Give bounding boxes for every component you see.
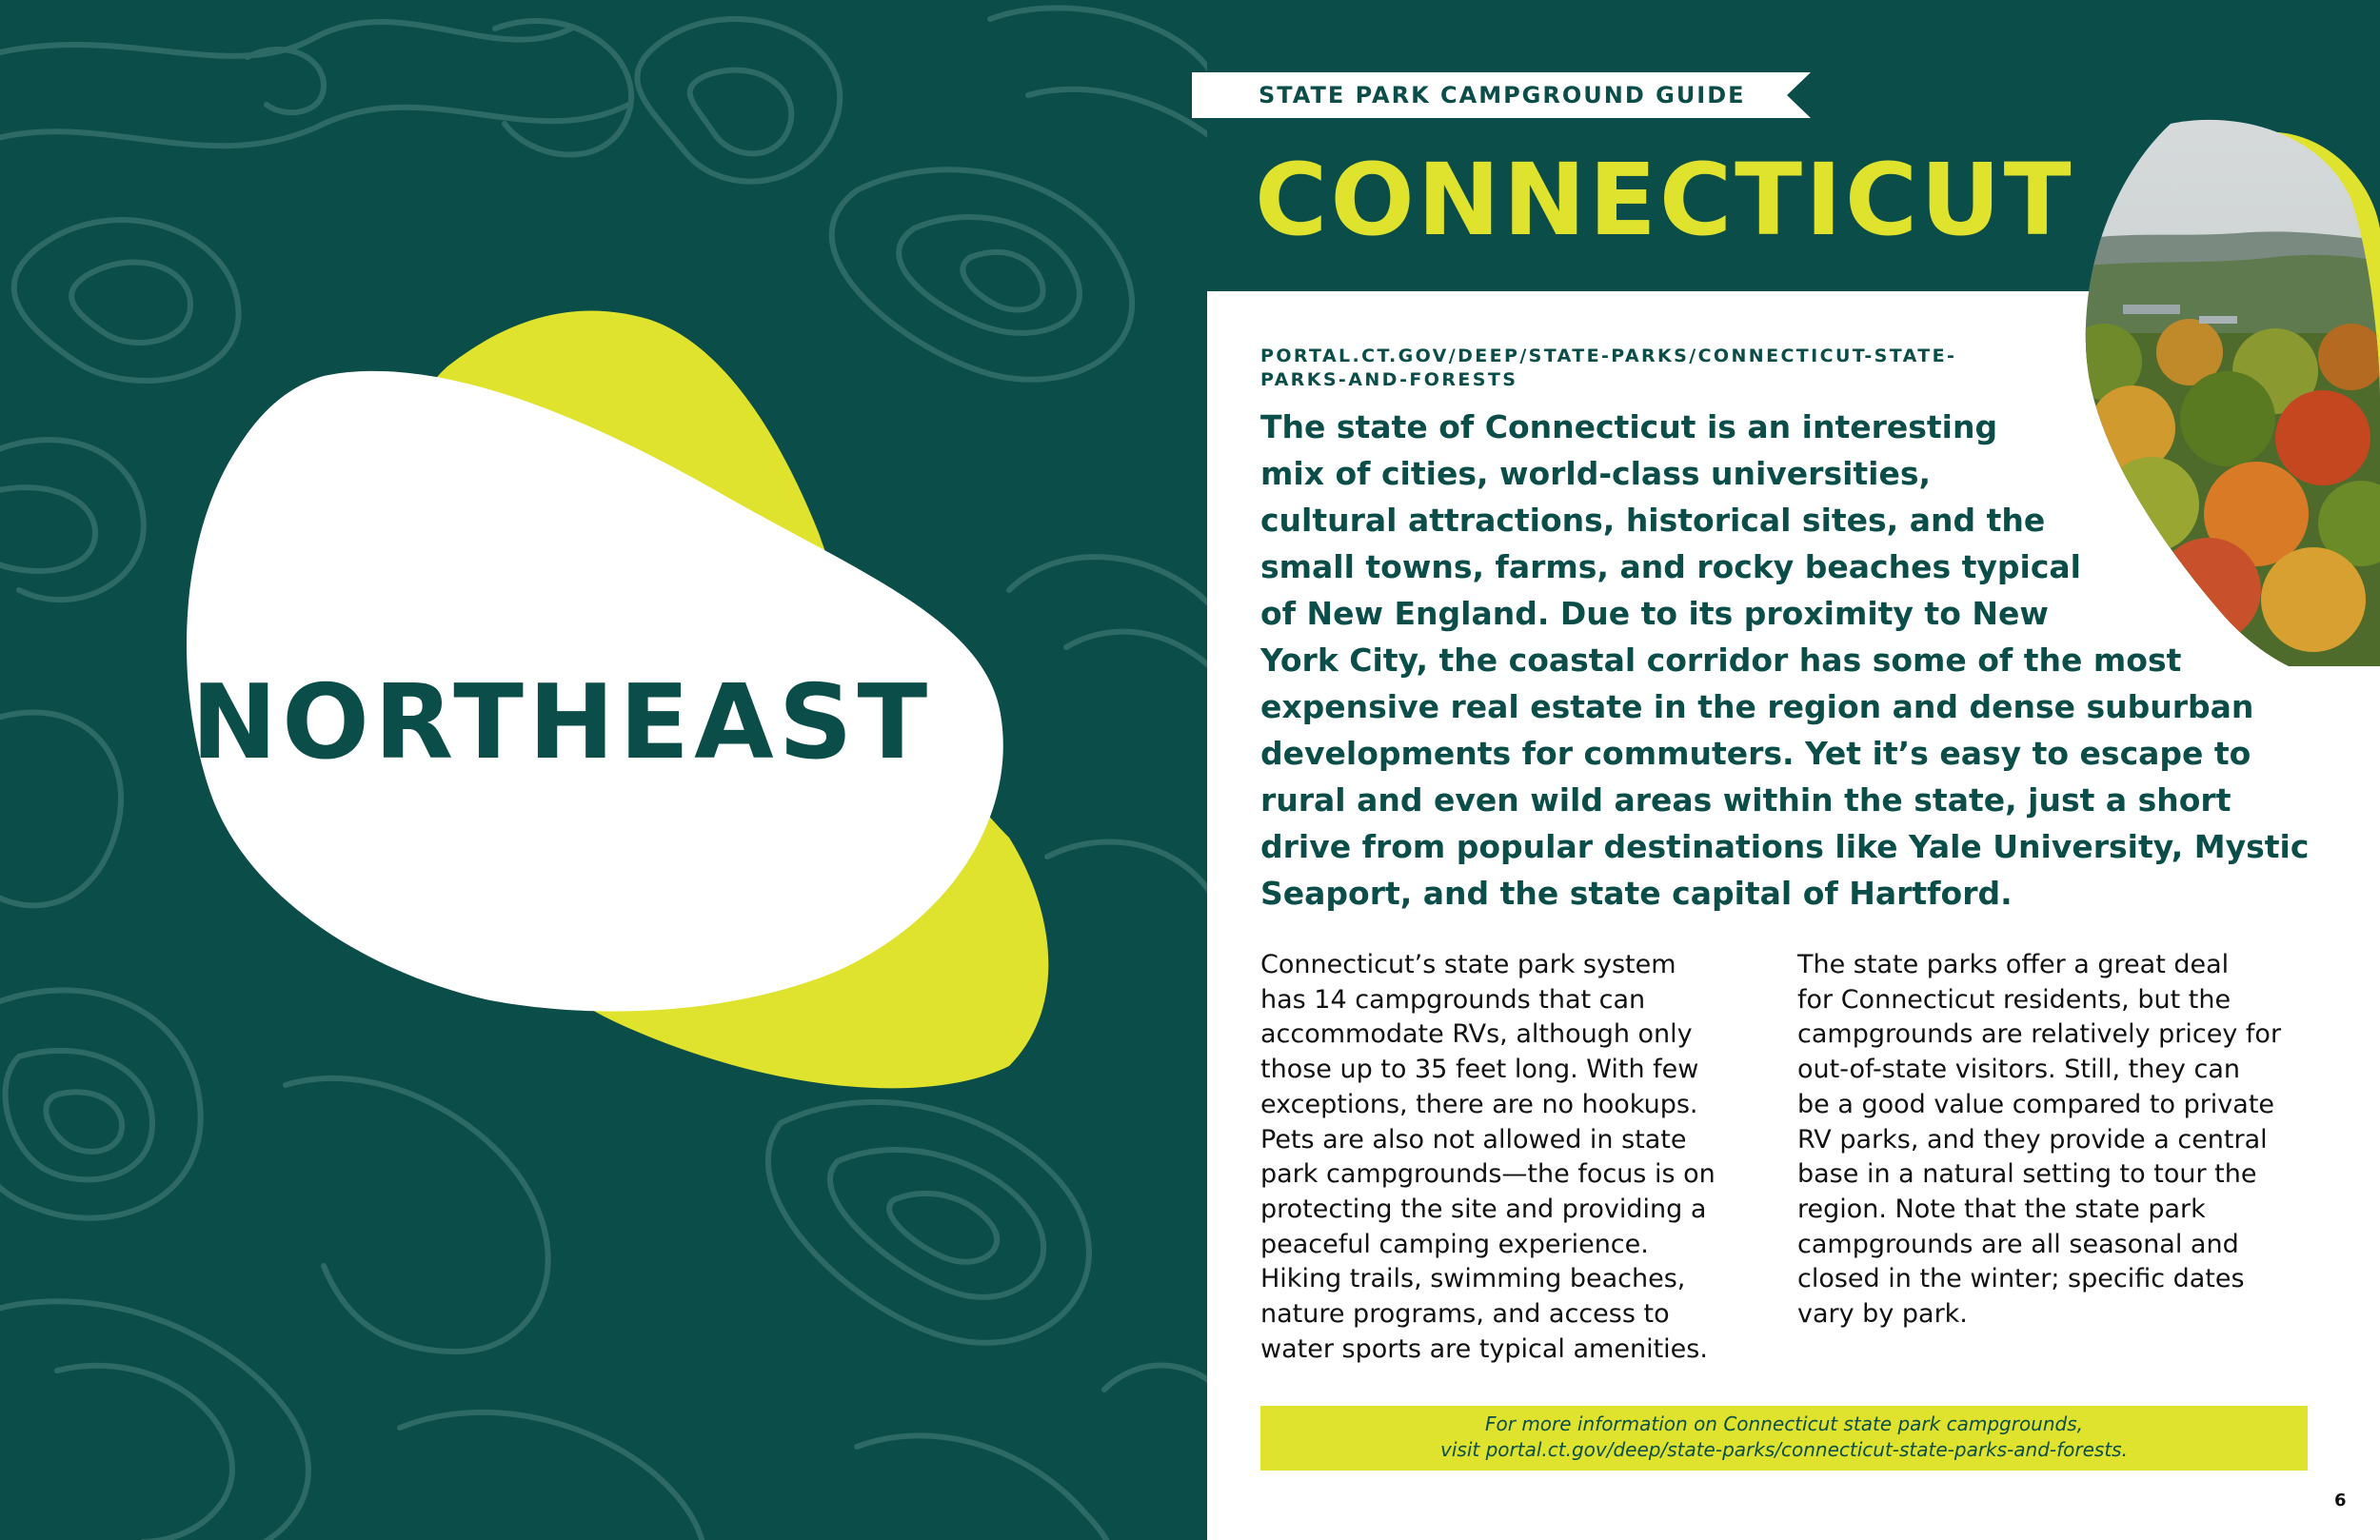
body-line: campgrounds are all seasonal and — [1797, 1229, 2239, 1259]
info-line-2[interactable]: visit portal.ct.gov/deep/state-parks/connecticut-state-parks-and-forests. — [1440, 1438, 2128, 1461]
lead-line: cultural attractions, historical sites, and the — [1260, 502, 2046, 539]
lead-line: York City, the coastal corridor has some of the most — [1260, 642, 2182, 679]
body-line: exceptions, there are no hookups. — [1260, 1089, 1698, 1119]
body-column-2 — [1797, 948, 2330, 1333]
lead-line: rural and even wild areas within the state, just a short — [1260, 781, 2231, 819]
guide-label: STATE PARK CAMPGROUND GUIDE — [1259, 82, 1746, 109]
body-line: for Connecticut residents, but the — [1797, 984, 2231, 1015]
body-line: campgrounds are relatively pricey for — [1797, 1019, 2282, 1050]
lead-line: small towns, farms, and rocky beaches typical — [1260, 548, 2081, 585]
body-line: Connecticut’s state park system — [1260, 950, 1676, 979]
lead-line: of New England. Due to its proximity to New — [1260, 595, 2049, 632]
lead-line: expensive real estate in the region and dense suburban — [1260, 688, 2254, 725]
body-line: accommodate RVs, although only — [1260, 1019, 1693, 1050]
body-line: water sports are typical amenities. — [1260, 1333, 1708, 1364]
body-line: The state parks offer a great deal — [1797, 950, 2230, 979]
body-line: has 14 campgrounds that can — [1260, 984, 1646, 1015]
more-info-callout — [1260, 1406, 2308, 1471]
lead-line: mix of cities, world-class universities, — [1260, 455, 1932, 492]
body-line: region. Note that the state park — [1797, 1194, 2206, 1224]
body-line: vary by park. — [1797, 1299, 1968, 1330]
lead-line: Seaport, and the state capital of Hartford. — [1260, 875, 2013, 912]
state-title: CONNECTICUT — [1255, 142, 2074, 258]
body-line: those up to 35 feet long. With few — [1260, 1055, 1699, 1085]
lead-paragraph — [1260, 404, 2327, 917]
state-parks-url[interactable] — [1260, 345, 2051, 392]
lead-line: drive from popular destinations like Yale University, Mystic — [1260, 828, 2310, 865]
body-line: closed in the winter; specific dates — [1797, 1264, 2245, 1294]
body-line: RV parks, and they provide a central — [1797, 1124, 2268, 1155]
body-line: protecting the site and providing a — [1260, 1194, 1707, 1224]
body-line: park campgrounds—the focus is on — [1260, 1159, 1716, 1190]
body-line: peaceful camping experience. — [1260, 1229, 1649, 1259]
body-line: Pets are also not allowed in state — [1260, 1124, 1687, 1155]
body-line: nature programs, and access to — [1260, 1299, 1670, 1330]
info-line-1: For more information on Connecticut state park campgrounds, — [1485, 1412, 2083, 1435]
url-line-1: PORTAL.CT.GOV/DEEP/STATE-PARKS/CONNECTICUT-STATE- — [1260, 346, 1957, 366]
body-line: be a good value compared to private — [1797, 1089, 2275, 1119]
region-title: NORTHEAST — [190, 663, 933, 782]
body-column-1 — [1260, 948, 1794, 1367]
url-line-2: PARKS-AND-FORESTS — [1260, 369, 1518, 390]
lead-line: developments for commuters. Yet it’s easy to escape to — [1260, 735, 2251, 772]
body-line: Hiking trails, swimming beaches, — [1260, 1264, 1686, 1294]
body-line: base in a natural setting to tour the — [1797, 1159, 2257, 1190]
page-number: 6 — [2334, 1491, 2347, 1510]
body-line: out-of-state visitors. Still, they can — [1797, 1055, 2240, 1085]
lead-line: The state of Connecticut is an interesting — [1260, 408, 1998, 445]
